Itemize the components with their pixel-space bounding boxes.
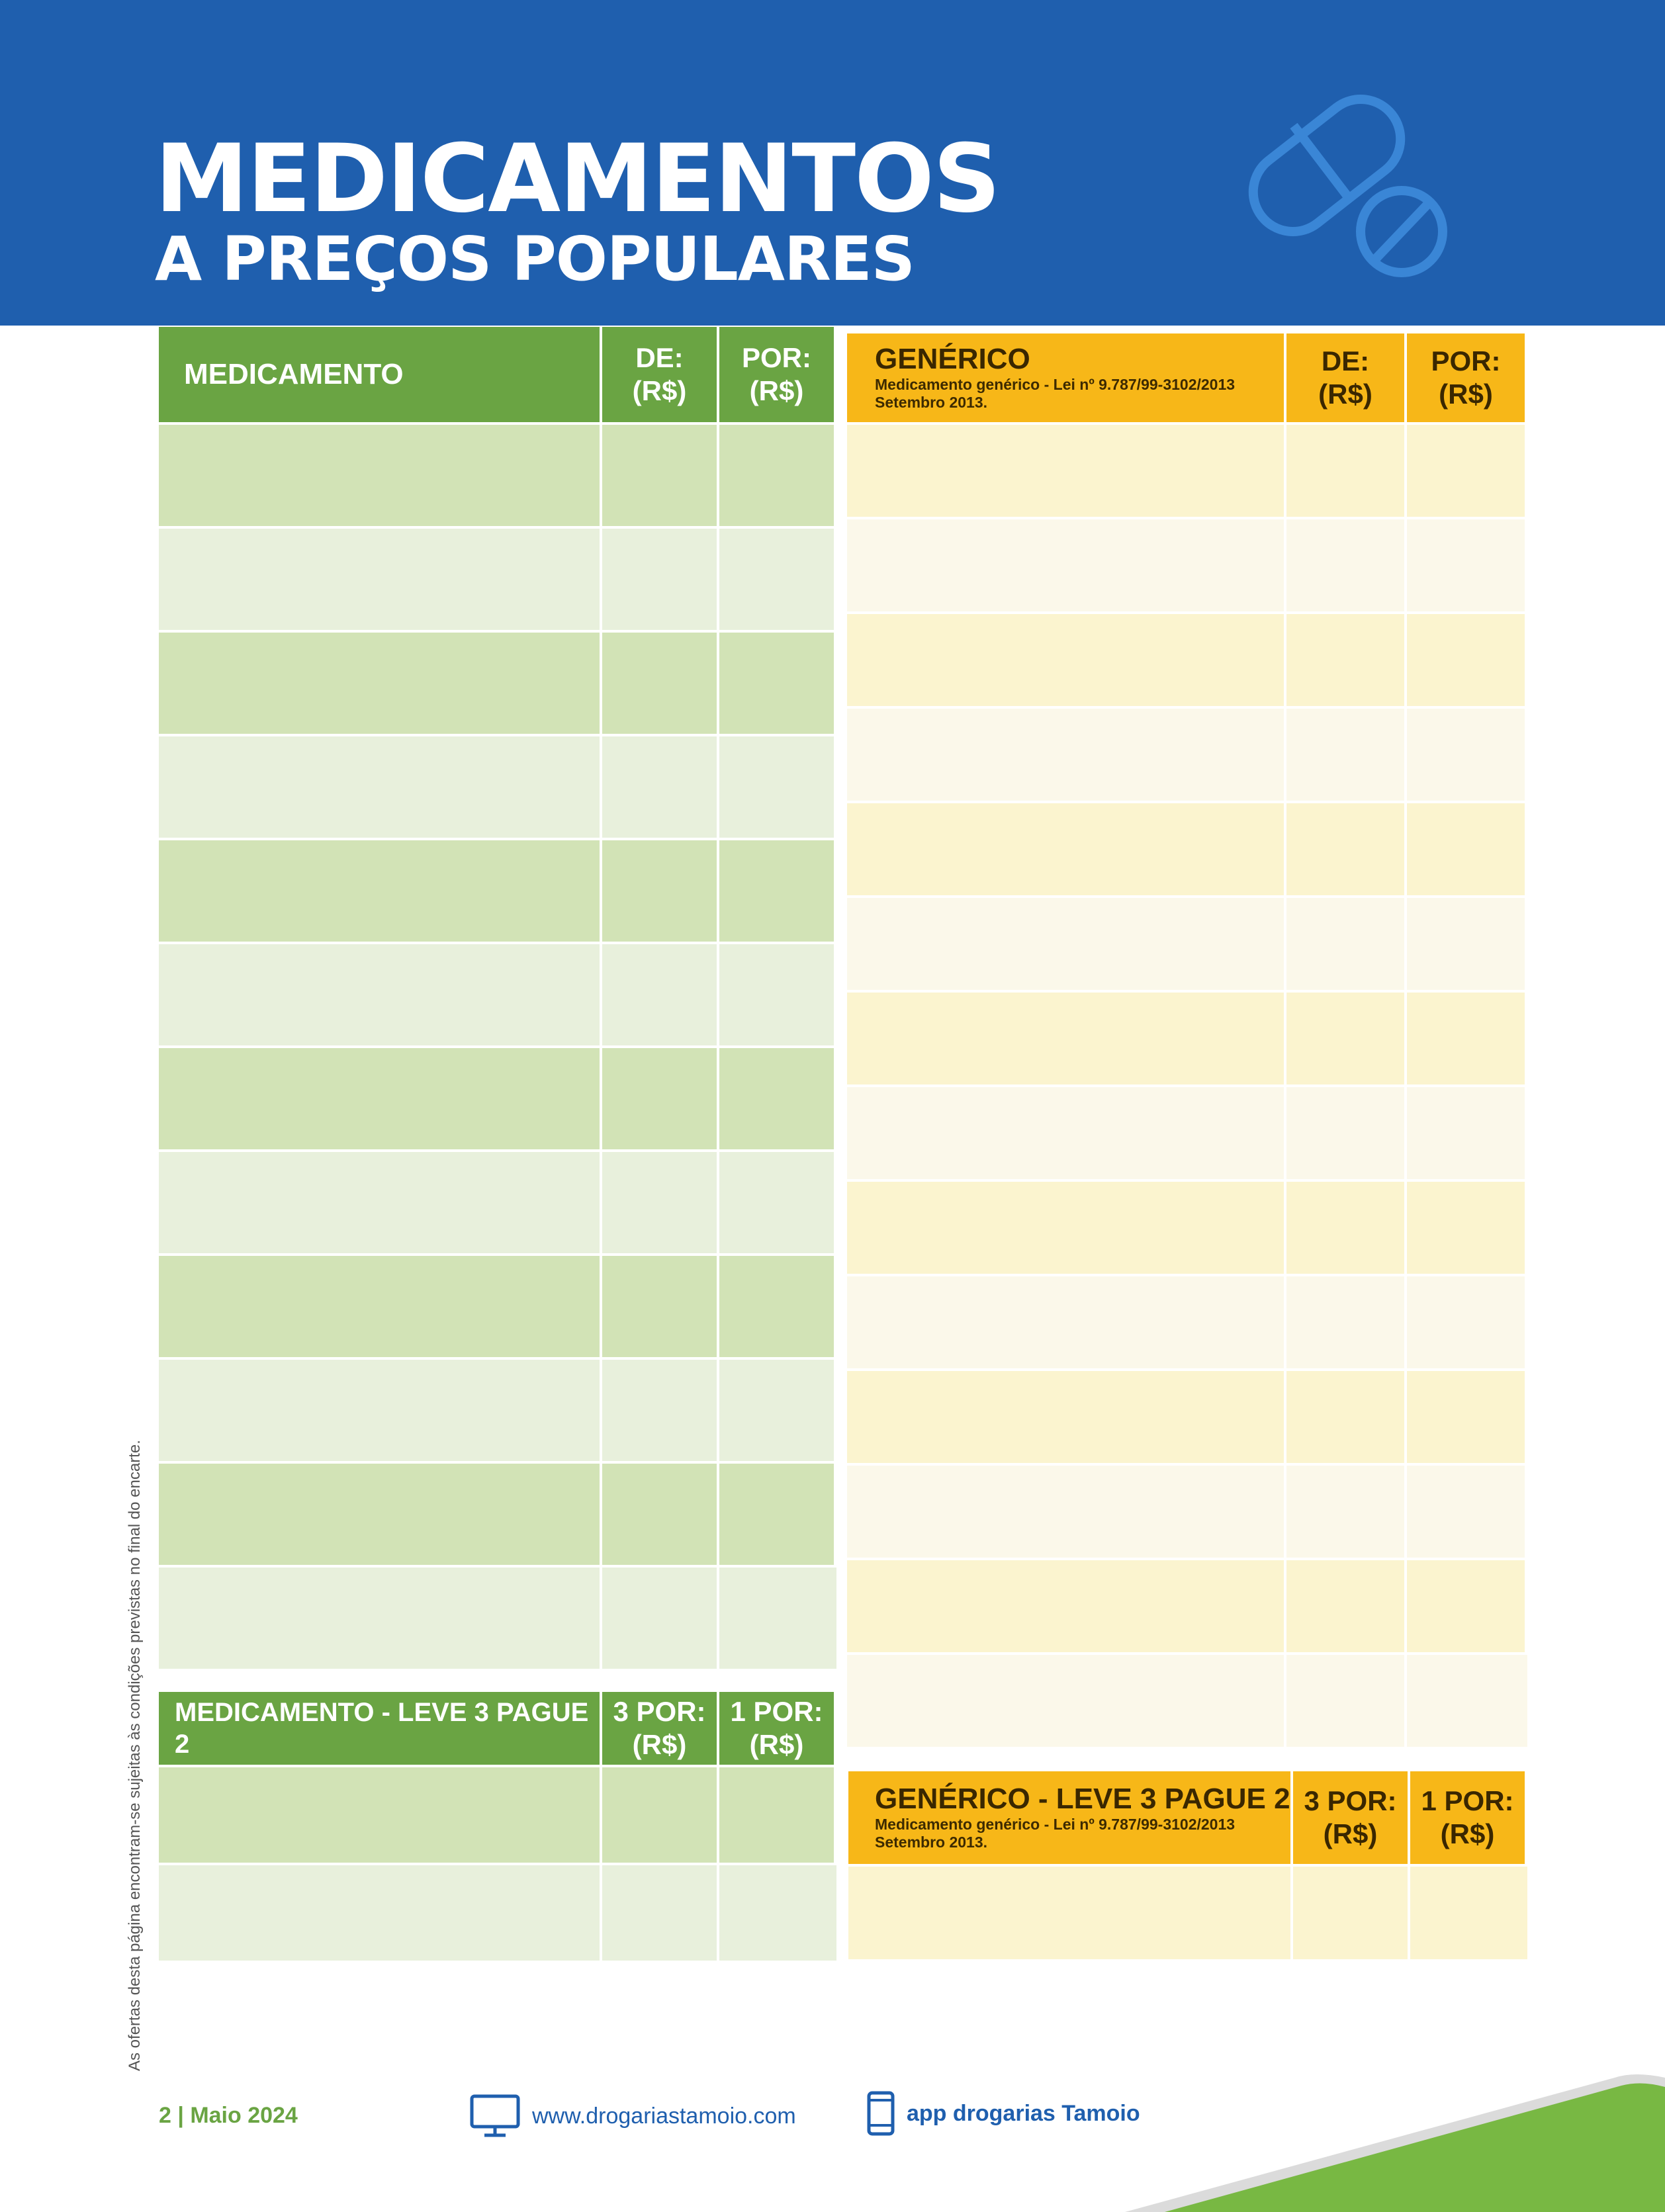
page-header: [0, 0, 1665, 326]
medicamento-row-cell-price1: [602, 529, 719, 633]
generico-row-cell-name: [847, 1466, 1286, 1560]
generico-row-cell-price1: [1286, 1182, 1407, 1276]
medicamento-row-cell-price2: [719, 1152, 836, 1256]
medicamento-row-cell-name: [159, 1152, 602, 1256]
generico-row-cell-price1: [1286, 709, 1407, 803]
generico-row-cell-name: [847, 803, 1286, 898]
smartphone-icon: [867, 2091, 895, 2136]
medicamento-row-cell-price2: [719, 1048, 836, 1152]
medicamento-row-cell-price2: [719, 736, 836, 840]
medicamento-row-cell-price2: [719, 1568, 836, 1671]
generico-leve3-row-cell-name: [848, 1867, 1293, 1962]
generico-row-cell-name: [847, 1087, 1286, 1182]
generico-row-cell-price1: [1286, 425, 1407, 519]
generico-row-cell-price2: [1407, 1087, 1527, 1182]
generico-row-cell-name: [847, 993, 1286, 1087]
medicamento-row-cell-price1: [602, 736, 719, 840]
generico-row-cell-price1: [1286, 1276, 1407, 1371]
generico-row-cell-price2: [1407, 1276, 1527, 1371]
medicamento-leve3-row-cell-name: [159, 1865, 602, 1963]
medicamento-row-cell-price1: [602, 1360, 719, 1464]
page-title: MEDICAMENTOS: [155, 124, 1000, 234]
generico-row-cell-name: [847, 709, 1286, 803]
medicamento-row-cell-price1: [602, 840, 719, 944]
website-text: www.drogariastamoio.com: [532, 2103, 796, 2129]
medicamento-row-cell-price1: [602, 944, 719, 1048]
medicamento-row-cell-name: [159, 633, 602, 736]
medicamento-leve3-row-cell-price1: [602, 1767, 719, 1865]
medicamento-row-cell-name: [159, 1568, 602, 1671]
generico-leve3-table: [848, 1771, 1527, 1962]
medicamento-row-cell-price1: [602, 1048, 719, 1152]
medicamento-row-cell-price2: [719, 840, 836, 944]
medicamento-row-cell-price2: [719, 1464, 836, 1568]
generico-row-cell-name: [847, 1560, 1286, 1655]
medicamento-header-por: POR: (R$): [719, 327, 836, 425]
medicamento-row-cell-price1: [602, 633, 719, 736]
medicamento-row-cell-price2: [719, 633, 836, 736]
page-number: 2 | Maio 2024: [159, 2103, 298, 2128]
medicamento-header-name: MEDICAMENTO: [159, 327, 602, 425]
medicamento-row-cell-name: [159, 529, 602, 633]
generico-row-cell-price2: [1407, 1655, 1527, 1749]
medicamento-leve3-row-cell-price2: [719, 1865, 836, 1963]
generico-row-cell-price1: [1286, 1655, 1407, 1749]
generico-row-cell-price2: [1407, 993, 1527, 1087]
footer-green-wave: [0, 2051, 1665, 2212]
generico-leve3-row-cell-price2: [1410, 1867, 1527, 1962]
monitor-icon: [470, 2094, 520, 2138]
medicamento-row-cell-price1: [602, 425, 719, 529]
medicamento-row-cell-price2: [719, 529, 836, 633]
generico-row-cell-price1: [1286, 803, 1407, 898]
medicamento-row-cell-price1: [602, 1256, 719, 1360]
app-link[interactable]: [867, 2091, 1140, 2136]
generico-row-cell-price1: [1286, 993, 1407, 1087]
generico-row-cell-price2: [1407, 1371, 1527, 1466]
medicamento-leve3-row-cell-price2: [719, 1767, 836, 1865]
medicamento-table: [159, 327, 836, 1671]
generico-leve3-row-cell-price1: [1293, 1867, 1410, 1962]
medicamento-header-de: DE: (R$): [602, 327, 719, 425]
medicamento-leve3-header-3por: 3 POR: (R$): [602, 1692, 719, 1767]
generico-row-cell-price2: [1407, 425, 1527, 519]
medicamento-leve3-row-cell-price1: [602, 1865, 719, 1963]
generico-row-cell-price1: [1286, 1466, 1407, 1560]
generico-row-cell-price2: [1407, 803, 1527, 898]
medicamento-row-cell-name: [159, 1256, 602, 1360]
website-link[interactable]: [470, 2094, 796, 2138]
generico-row-cell-price1: [1286, 1087, 1407, 1182]
app-text: app drogarias Tamoio: [907, 2100, 1140, 2126]
medicamento-row-cell-name: [159, 736, 602, 840]
medicamento-row-cell-price2: [719, 1256, 836, 1360]
page-subtitle: A PREÇOS POPULARES: [155, 224, 915, 294]
generico-row-cell-price2: [1407, 1182, 1527, 1276]
generico-row-cell-name: [847, 1276, 1286, 1371]
medicamento-row-cell-price2: [719, 1360, 836, 1464]
generico-row-cell-name: [847, 519, 1286, 614]
medicamento-row-cell-price1: [602, 1152, 719, 1256]
generico-row-cell-price2: [1407, 709, 1527, 803]
generico-row-cell-price1: [1286, 898, 1407, 993]
generico-row-cell-name: [847, 1182, 1286, 1276]
medicamento-row-cell-price1: [602, 1464, 719, 1568]
generico-leve3-header-3por: 3 POR: (R$): [1293, 1771, 1410, 1867]
generico-row-cell-price2: [1407, 1560, 1527, 1655]
generico-leve3-header-name: GENÉRICO - LEVE 3 PAGUE 2 Medicamento genérico - Lei nº 9.787/99-3102/2013 Setembro 2013.: [848, 1771, 1293, 1867]
generico-row-cell-name: [847, 1655, 1286, 1749]
generico-header-de: DE: (R$): [1286, 333, 1407, 425]
generico-leve3-header-1por: 1 POR: (R$): [1410, 1771, 1527, 1867]
generico-row-cell-name: [847, 425, 1286, 519]
medicamento-row-cell-name: [159, 840, 602, 944]
generico-row-cell-price1: [1286, 1371, 1407, 1466]
medicamento-leve3-table: [159, 1692, 836, 1963]
generico-header-por: POR: (R$): [1407, 333, 1527, 425]
generico-row-cell-price2: [1407, 519, 1527, 614]
generico-row-cell-price1: [1286, 614, 1407, 709]
medicamento-row-cell-price1: [602, 1568, 719, 1671]
generico-row-cell-name: [847, 614, 1286, 709]
generico-row-cell-price2: [1407, 898, 1527, 993]
pill-capsule-icon: [1231, 79, 1449, 285]
generico-row-cell-price2: [1407, 614, 1527, 709]
medicamento-leve3-header-1por: 1 POR: (R$): [719, 1692, 836, 1767]
medicamento-row-cell-name: [159, 1048, 602, 1152]
medicamento-row-cell-price2: [719, 944, 836, 1048]
generico-header-name: GENÉRICO Medicamento genérico - Lei nº 9.787/99-3102/2013 Setembro 2013.: [847, 333, 1286, 425]
medicamento-row-cell-name: [159, 944, 602, 1048]
medicamento-row-cell-name: [159, 1360, 602, 1464]
generico-row-cell-price1: [1286, 519, 1407, 614]
generico-row-cell-name: [847, 898, 1286, 993]
medicamento-leve3-row-cell-name: [159, 1767, 602, 1865]
medicamento-row-cell-price2: [719, 425, 836, 529]
generico-row-cell-price1: [1286, 1560, 1407, 1655]
generico-table: [847, 333, 1527, 1749]
generico-row-cell-price2: [1407, 1466, 1527, 1560]
side-note: As ofertas desta página encontram-se sujeitas às condições previstas no final do encarte.: [126, 1440, 144, 2071]
generico-row-cell-name: [847, 1371, 1286, 1466]
medicamento-row-cell-name: [159, 425, 602, 529]
medicamento-leve3-header-name: MEDICAMENTO - LEVE 3 PAGUE 2: [159, 1692, 602, 1767]
medicamento-row-cell-name: [159, 1464, 602, 1568]
